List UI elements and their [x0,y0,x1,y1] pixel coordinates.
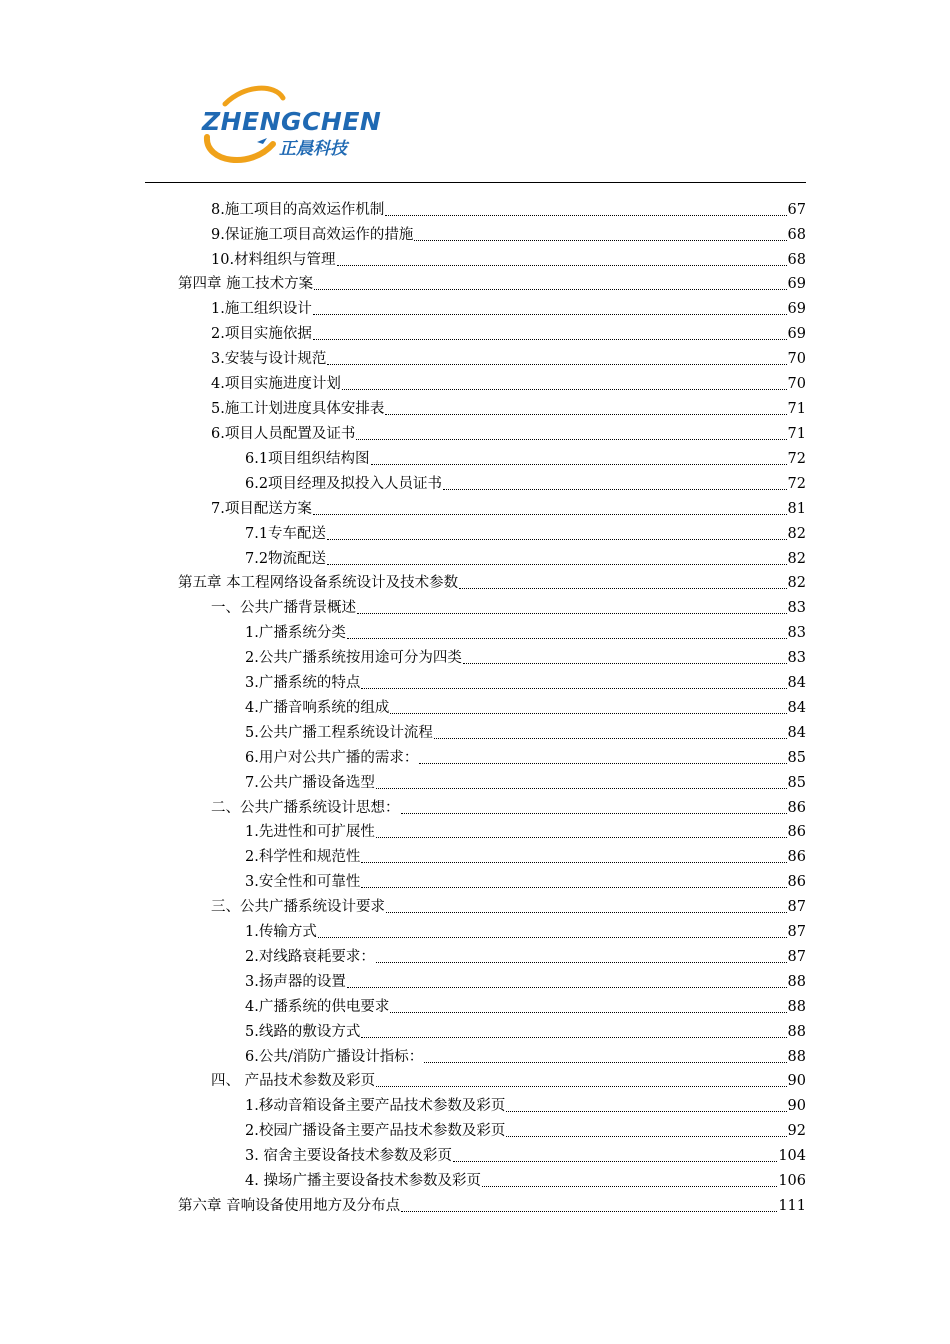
toc-entry-title: 7.项目配送方案 [211,501,312,517]
toc-entry-page: 70 [787,376,806,392]
toc-entry[interactable] [211,370,806,394]
toc-entry-page: 90 [787,1098,806,1114]
toc-subentry[interactable] [245,993,806,1017]
toc-entry-page: 82 [787,575,806,591]
toc-leader [313,314,787,315]
toc-leader [401,813,787,814]
toc-entry-title: 3.扬声器的设置 [245,974,346,990]
toc-entry-page: 83 [787,625,806,641]
toc-section[interactable] [211,893,806,917]
toc-entry-page: 83 [787,650,806,666]
toc-entry-title: 1.先进性和可扩展性 [245,824,375,840]
toc-subentry[interactable] [245,1117,806,1141]
toc-entry-page: 84 [787,675,806,691]
toc-leader [376,1086,786,1087]
toc-entry-page: 82 [787,526,806,542]
toc-entry[interactable] [211,345,806,369]
toc-leader [347,638,787,639]
toc-entry-page: 85 [787,775,806,791]
toc-entry-title: 7.1专车配送 [245,526,327,542]
toc-entry-page: 69 [787,326,806,342]
toc-entry-title: 3.安全性和可靠性 [245,874,361,890]
toc-entry-page: 92 [787,1123,806,1139]
toc-entry[interactable] [211,320,806,344]
toc-entry-title: 1.施工组织设计 [211,301,312,317]
toc-leader [342,389,787,390]
toc-entry-title: 1.传输方式 [245,924,317,940]
toc-entry-page: 71 [787,401,806,417]
toc-leader [385,414,786,415]
toc-subentry[interactable] [245,769,806,793]
company-logo [195,82,405,172]
toc-subentry[interactable] [245,744,806,768]
toc-entry-page: 71 [787,426,806,442]
toc-leader [463,663,787,664]
toc-entry-title: 3.广播系统的特点 [245,675,361,691]
toc-entry-page: 90 [787,1073,806,1089]
toc-leader [390,1012,786,1013]
toc-subentry[interactable] [245,669,806,693]
toc-subentry[interactable] [245,1018,806,1042]
toc-entry-page: 83 [787,600,806,616]
toc-entry-page: 86 [787,849,806,865]
toc-entry-page: 104 [778,1148,806,1164]
toc-subentry[interactable] [245,1092,806,1116]
toc-subentry[interactable] [245,918,806,942]
toc-leader [385,215,786,216]
toc-subentry[interactable] [245,644,806,668]
toc-entry-page: 86 [787,874,806,890]
toc-leader [506,1111,786,1112]
toc-entry-page: 68 [787,252,806,268]
header-divider [145,182,806,183]
toc-entry-title: 四、 产品技术参数及彩页 [211,1073,376,1089]
toc-subentry[interactable] [245,1043,806,1067]
toc-leader [414,240,786,241]
toc-entry-page: 69 [787,301,806,317]
toc-subentry[interactable] [245,1167,806,1191]
toc-leader [327,364,786,365]
toc-entry-page: 111 [778,1198,806,1214]
toc-subentry[interactable] [245,470,806,494]
toc-section[interactable] [211,594,806,618]
toc-subentry[interactable] [245,545,806,569]
toc-entry-title: 9.保证施工项目高效运作的措施 [211,227,414,243]
toc-subentry[interactable] [245,445,806,469]
toc-entry-title: 3. 宿舍主要设备技术参数及彩页 [245,1148,452,1164]
toc-subentry[interactable] [245,1142,806,1166]
toc-entry-page: 72 [787,476,806,492]
toc-entry-page: 84 [787,725,806,741]
toc-leader [371,464,787,465]
toc-entry[interactable] [211,221,806,245]
toc-entry-title: 8.施工项目的高效运作机制 [211,202,385,218]
toc-leader [443,489,786,490]
toc-entry-page: 67 [787,202,806,218]
toc-entry-title: 第五章 本工程网络设备系统设计及技术参数 [178,575,459,591]
toc-leader [401,1211,777,1212]
toc-subentry[interactable] [245,968,806,992]
toc-entry-title: 6.1项目组织结构图 [245,451,370,467]
toc-entry-page: 81 [787,501,806,517]
toc-leader [453,1161,777,1162]
toc-entry-page: 88 [787,974,806,990]
toc-entry[interactable] [211,295,806,319]
toc-entry-title: 第四章 施工技术方案 [178,276,314,292]
toc-entry-page: 68 [787,227,806,243]
toc-entry-title: 4.广播系统的供电要求 [245,999,390,1015]
toc-entry-title: 2.校园广播设备主要产品技术参数及彩页 [245,1123,506,1139]
logo-text-en: ZHENGCHEN [202,107,382,136]
toc-entry-page: 85 [787,750,806,766]
toc-leader [327,564,786,565]
toc-entry-title: 10.材料组织与管理 [211,252,336,268]
toc-subentry[interactable] [245,818,806,842]
toc-entry-page: 82 [787,551,806,567]
toc-leader [361,688,786,689]
toc-entry-title: 6.公共/消防广播设计指标： [245,1049,424,1065]
toc-entry-page: 87 [787,924,806,940]
toc-entry-title: 4.广播音响系统的组成 [245,700,390,716]
toc-subentry[interactable] [245,694,806,718]
toc-leader [356,439,786,440]
toc-entry-page: 86 [787,800,806,816]
toc-entry-page: 88 [787,1024,806,1040]
toc-leader [318,937,787,938]
toc-section[interactable] [211,1067,806,1091]
toc-entry-page: 72 [787,451,806,467]
toc-entry-title: 2.公共广播系统按用途可分为四类 [245,650,462,666]
toc-entry-page: 87 [787,949,806,965]
toc-entry-page: 88 [787,999,806,1015]
toc-entry-title: 7.2物流配送 [245,551,327,567]
toc-entry-page: 86 [787,824,806,840]
toc-leader [361,887,786,888]
toc-entry-title: 4.项目实施进度计划 [211,376,341,392]
toc-entry-page: 84 [787,700,806,716]
toc-leader [361,862,786,863]
toc-leader [327,539,786,540]
toc-leader [506,1136,786,1137]
toc-entry-page: 87 [787,899,806,915]
toc-entry[interactable] [211,196,806,220]
toc-subentry[interactable] [245,719,806,743]
toc-subentry[interactable] [245,843,806,867]
toc-entry-title: 2.对线路衰耗要求： [245,949,375,965]
toc-leader [459,588,786,589]
toc-entry-title: 6.用户对公共广播的需求： [245,750,419,766]
toc-leader [357,613,787,614]
toc-chapter[interactable] [178,1192,806,1216]
toc-chapter[interactable] [178,270,806,294]
toc-leader [313,339,787,340]
toc-entry-title: 5.线路的敷设方式 [245,1024,361,1040]
toc-entry-title: 7.公共广播设备选型 [245,775,375,791]
logo-text-cn: 正晨科技 [279,139,347,159]
toc-entry-title: 2.科学性和规范性 [245,849,361,865]
toc-leader [390,713,786,714]
toc-section[interactable] [211,794,806,818]
toc-entry-title: 5.公共广播工程系统设计流程 [245,725,433,741]
toc-entry-title: 5.施工计划进度具体安排表 [211,401,385,417]
toc-leader [386,912,787,913]
toc-leader [313,514,787,515]
toc-entry-title: 4. 操场广播主要设备技术参数及彩页 [245,1173,481,1189]
toc-entry-title: 二、公共广播系统设计思想： [211,800,400,816]
toc-entry-page: 88 [787,1049,806,1065]
toc-leader [419,763,786,764]
toc-entry-page: 106 [778,1173,806,1189]
toc-leader [376,788,787,789]
toc-chapter[interactable] [178,569,806,593]
toc-entry[interactable] [211,395,806,419]
toc-leader [424,1062,786,1063]
toc-leader [482,1186,777,1187]
toc-leader [434,738,787,739]
toc-leader [376,962,787,963]
toc-entry-page: 69 [787,276,806,292]
toc-leader [376,837,787,838]
toc-entry-title: 1.广播系统分类 [245,625,346,641]
toc-entry-title: 一、公共广播背景概述 [211,600,356,616]
toc-entry-page: 70 [787,351,806,367]
toc-entry-title: 6.2项目经理及拟投入人员证书 [245,476,443,492]
toc-entry[interactable] [211,420,806,444]
toc-entry-title: 三、公共广播系统设计要求 [211,899,385,915]
toc-leader [337,265,787,266]
toc-leader [361,1037,786,1038]
toc-subentry[interactable] [245,868,806,892]
toc-subentry[interactable] [245,619,806,643]
toc-entry[interactable] [211,495,806,519]
toc-subentry[interactable] [245,943,806,967]
toc-leader [314,289,786,290]
toc-entry-title: 2.项目实施依据 [211,326,312,342]
toc-entry-title: 6.项目人员配置及证书 [211,426,356,442]
toc-entry-title: 第六章 音响设备使用地方及分布点 [178,1198,401,1214]
toc-subentry[interactable] [245,520,806,544]
toc-entry-title: 3.安装与设计规范 [211,351,327,367]
toc-leader [347,987,787,988]
toc-entry-title: 1.移动音箱设备主要产品技术参数及彩页 [245,1098,506,1114]
toc-entry[interactable] [211,246,806,270]
